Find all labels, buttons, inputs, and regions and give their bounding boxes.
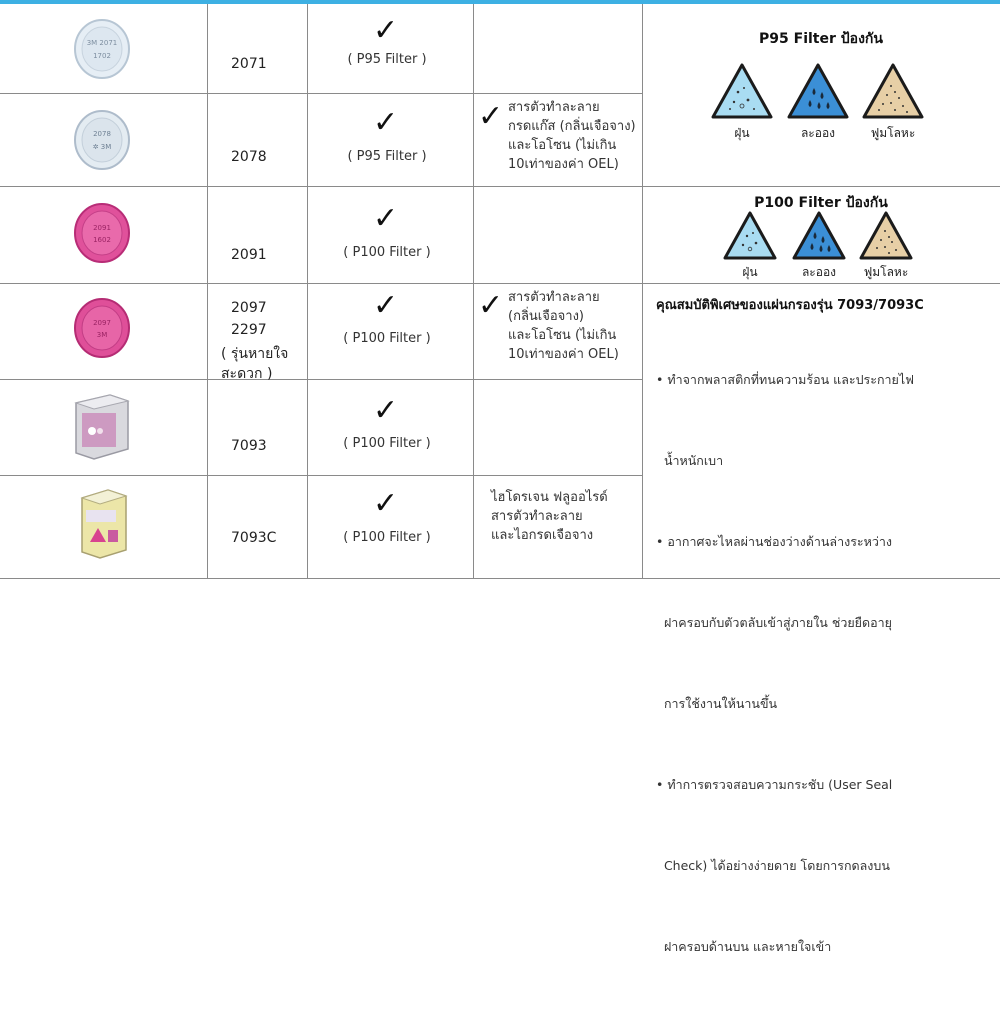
metal-fume-hazard-icon (858, 210, 914, 262)
filter-7093-image (70, 391, 132, 463)
protection-note: ไฮโดรเจน ฟลูออไรด์ สารตัวทำละลาย และไอกรดเจือจาง (491, 490, 608, 543)
hazard-label: ละออง (801, 265, 837, 279)
filter-7093c-image (74, 484, 134, 562)
feature-line: Check) ได้อย่างง่ายดาย โดยการกดลงบน (656, 858, 890, 873)
filter-type: ( P100 Filter ) (343, 530, 431, 545)
check-mark-icon: ✓ (478, 288, 504, 323)
check-mark-icon: ✓ (373, 486, 399, 521)
filter-type: ( P100 Filter ) (343, 436, 431, 451)
svg-text:2091: 2091 (93, 224, 111, 232)
svg-text:3M: 3M (96, 331, 108, 339)
protection-note: สารตัวทำละลาย (กลิ่นเจือจาง) และโอโซน (ไม่เกิน 10เท่าของค่า OEL) (508, 290, 619, 362)
grid-line (0, 93, 642, 94)
hazard-label: ฝุ่น (742, 265, 758, 279)
grid-line (207, 4, 208, 579)
hazard-label: ฟูมโลหะ (863, 265, 909, 279)
metal-fume-hazard-icon (861, 62, 925, 122)
filter-type: ( P100 Filter ) (343, 331, 431, 346)
filter-2097-image (72, 297, 132, 359)
filter-2091-image (72, 202, 132, 264)
model-remark: ( รุ่นหายใจ (221, 346, 289, 362)
svg-text:2097: 2097 (93, 319, 111, 327)
p95-heading: P95 Filter ป้องกัน (759, 31, 883, 47)
check-mark-icon: ✓ (478, 99, 504, 134)
filter-2071-image (72, 18, 132, 80)
svg-text:1702: 1702 (93, 52, 111, 60)
dust-hazard-icon (710, 62, 774, 122)
model-number: 7093C (231, 530, 277, 546)
model-number: 7093 (231, 438, 267, 454)
svg-text:✲ 3M: ✲ 3M (92, 143, 112, 151)
feature-line: ฝาครอบด้านบน และหายใจเข้า (656, 939, 832, 954)
model-number: 2071 (231, 56, 267, 72)
filter-type: ( P95 Filter ) (347, 149, 427, 164)
grid-line (307, 4, 308, 579)
model-number: 2297 (231, 322, 267, 338)
grid-line (473, 4, 474, 579)
mist-hazard-icon (791, 210, 847, 262)
model-number: 2091 (231, 247, 267, 263)
grid-line (642, 4, 643, 579)
model-remark: สะดวก ) (221, 366, 273, 382)
hazard-label: ละออง (800, 126, 836, 140)
svg-text:1602: 1602 (93, 236, 111, 244)
feature-line: • อากาศจะไหลผ่านช่องว่างด้านล่างระหว่าง (656, 534, 893, 549)
filter-comparison-table (0, 4, 1000, 954)
grid-line (0, 379, 642, 380)
filter-2078-image (72, 109, 132, 171)
dust-hazard-icon (722, 210, 778, 262)
check-mark-icon: ✓ (373, 393, 399, 428)
model-number: 2097 (231, 300, 267, 316)
filter-type: ( P100 Filter ) (343, 245, 431, 260)
hazard-label: ฝุ่น (734, 126, 750, 140)
hazard-label: ฟูมโลหะ (870, 126, 916, 140)
p100-heading: P100 Filter ป้องกัน (754, 195, 888, 211)
grid-line (0, 283, 1000, 284)
check-mark-icon: ✓ (373, 201, 399, 236)
feature-line: • ทำจากพลาสติกที่ทนความร้อน และประกายไฟ (656, 372, 914, 387)
filter-type: ( P95 Filter ) (347, 52, 427, 67)
features-list (656, 312, 914, 1014)
feature-line: น้ำหนักเบา (656, 453, 724, 468)
feature-line: • ทำการตรวจสอบความกระชับ (User Seal (656, 777, 893, 792)
features-title: คุณสมบัติพิเศษของแผ่นกรองรุ่น 7093/7093C (656, 298, 924, 313)
check-mark-icon: ✓ (373, 105, 399, 140)
protection-note: สารตัวทำละลาย กรดแก๊ส (กลิ่นเจือจาง) และโอโซน (ไม่เกิน 10เท่าของค่า OEL) (508, 100, 636, 172)
model-number: 2078 (231, 149, 267, 165)
mist-hazard-icon (786, 62, 850, 122)
feature-line: ฝาครอบกับตัวตลับเข้าสู่ภายใน ช่วยยืดอายุ (656, 615, 892, 630)
svg-text:3M 2071: 3M 2071 (86, 39, 118, 47)
check-mark-icon: ✓ (373, 13, 399, 48)
check-mark-icon: ✓ (373, 288, 399, 323)
svg-text:2078: 2078 (93, 130, 111, 138)
grid-line (0, 475, 642, 476)
grid-line (0, 186, 1000, 187)
feature-line: การใช้งานให้นานขึ้น (656, 696, 778, 711)
